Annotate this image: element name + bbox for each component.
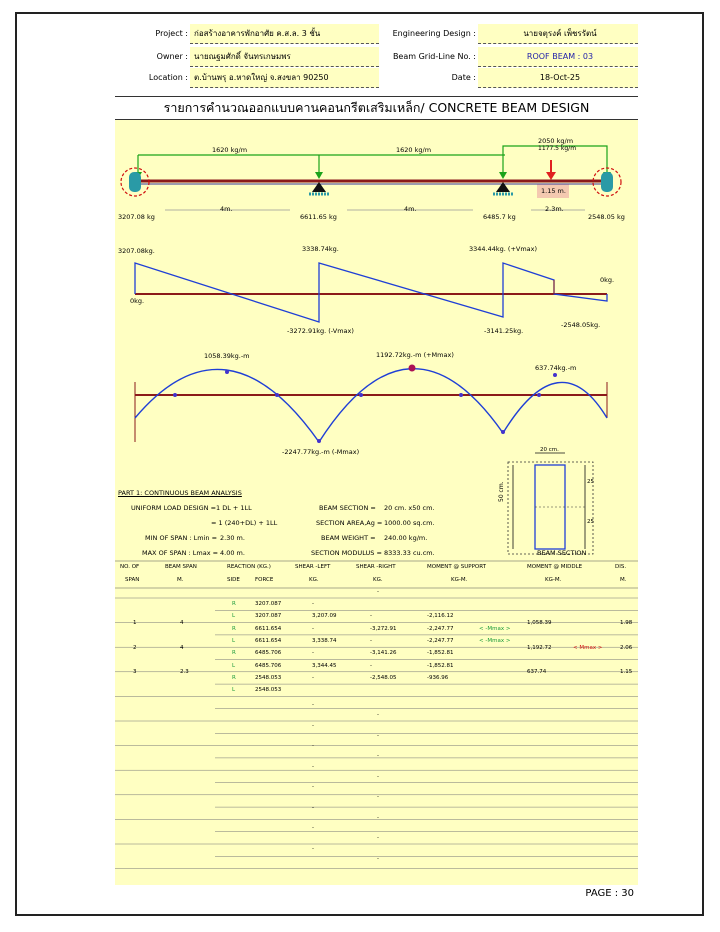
load-w3b: 1177.5 kg/m: [538, 145, 577, 152]
span-0-mid: 1,058.39: [527, 620, 552, 626]
row-6-sr: -2,548.05: [370, 674, 397, 681]
th-moment-middle: MOMENT @ MIDDLE: [527, 564, 583, 570]
load-arrowheads: [134, 172, 611, 179]
point-position: 1.15 m.: [541, 187, 566, 195]
grid-value: ROOF BEAM : 03: [478, 47, 638, 67]
th2-kgm1: KG-M.: [451, 577, 468, 583]
th2-kgm2: KG-M.: [545, 577, 562, 583]
reaction-2: 6611.65 kg: [300, 213, 337, 221]
row-3-sl: 3,338.74: [312, 637, 337, 644]
mmax-point: [409, 365, 416, 372]
span-0-len: 4: [180, 620, 184, 626]
row-7-side: L: [232, 687, 236, 694]
span-2-no: 3: [133, 669, 137, 676]
empty-row-2-sl: -: [312, 743, 314, 749]
owner-value: นายณฐมศักดิ์ จันทรเกษมพร: [190, 47, 379, 67]
shear-n2: -3141.25kg.: [484, 327, 524, 335]
row-0-side: R: [232, 601, 236, 607]
shear-zero-left: 0kg.: [130, 297, 145, 305]
part1-load-v2: = 1 (240+DL) + 1LL: [211, 519, 278, 527]
empty-row-4-sr: -: [377, 794, 379, 800]
part1-max-label: MAX OF SPAN : Lmax =: [142, 549, 219, 557]
shear-n3: -2548.05kg.: [561, 321, 601, 329]
moment-points: [173, 370, 557, 443]
shear-zero-right: 0kg.: [600, 276, 615, 284]
load-w3: 2050 kg/m: [538, 137, 574, 145]
span-3: 2.3m.: [545, 205, 564, 213]
row-6-ms: -936.96: [427, 674, 449, 681]
empty-row-3-sr: -: [377, 773, 379, 780]
diagram-panel: [115, 120, 638, 560]
th-moment-support: MOMENT @ SUPPORT: [427, 564, 487, 570]
row-6-side: R: [232, 674, 236, 681]
th2-force: FORCE: [255, 577, 274, 583]
span-2-len: 2.3: [180, 669, 189, 676]
section-width: 20 cm.: [540, 447, 559, 453]
row-6-sl: -: [312, 674, 314, 681]
th2-kg2: KG.: [373, 577, 383, 583]
row-4-force: 6485.706: [255, 650, 282, 657]
row-2-tag: < -Mmax >: [479, 625, 511, 632]
part1-weight-value: 240.00 kg/m.: [384, 534, 428, 542]
span-1-len: 4: [180, 644, 184, 651]
moment-diagram: [135, 369, 607, 442]
date-value: 18-Oct-25: [478, 68, 638, 88]
empty-row-1-sr: -: [377, 732, 379, 739]
shear-n1: -3272.91kg. (-Vmax): [287, 327, 354, 335]
moment-m2: 1192.72kg.-m (+Mmax): [376, 351, 454, 359]
section-d1: 25: [587, 479, 594, 485]
part1-modulus-value: 8333.33 cu.cm.: [384, 549, 435, 557]
moment-end-lines: [135, 382, 607, 442]
shear-v2: 3344.44kg. (+Vmax): [469, 245, 538, 253]
th-dis: DIS.: [615, 564, 627, 570]
row-2-force: 6611.654: [255, 625, 282, 632]
page-title: รายการคำนวณออกแบบคานคอนกรีตเสริมเหล็ก/ CONCRETE BEAM DESIGN: [115, 96, 638, 120]
part1-area-value: 1000.00 sq.cm.: [384, 519, 435, 527]
shear-v1: 3338.74kg.: [302, 245, 339, 253]
row-3-tag: < -Mmax >: [479, 637, 511, 644]
span-2: 4m.: [404, 205, 417, 213]
row-1-sr: -: [370, 613, 372, 620]
empty-row-2-sr: -: [377, 753, 379, 759]
row-4-sl: -: [312, 650, 314, 657]
span-1-mmax: < Mmax >: [573, 644, 603, 651]
location-label: Location :: [148, 73, 188, 82]
owner-label: Owner :: [156, 52, 188, 61]
span-1-dis: 2.06: [620, 644, 633, 651]
row-1-ms: -2,116.12: [427, 613, 454, 620]
row-0-sl: -: [312, 601, 314, 607]
th2-side: SIDE: [227, 577, 240, 583]
row-5-force: 6485.706: [255, 662, 282, 669]
empty-row-5-sl: -: [312, 804, 314, 811]
span-2-mid: 637.74: [527, 669, 547, 676]
row-1-sl: 3,207.09: [312, 613, 337, 620]
arrowhead-2: [315, 172, 323, 179]
moment-n1: -2247.77kg.-m (-Mmax): [282, 448, 360, 456]
engineer-value: นายจตุรงค์ เพ็ชรรัตน์: [478, 24, 638, 44]
project-value: ก่อสร้างอาคารพักอาศัย ค.ส.ล. 3 ชั้น: [190, 24, 379, 44]
row-7-force: 2548.053: [255, 687, 282, 694]
span-1-mid: 1,192.72: [527, 644, 552, 651]
part1-sec-label: BEAM SECTION =: [319, 504, 376, 512]
part1-weight-label: BEAM WEIGHT =: [321, 534, 376, 542]
part1-min-label: MIN OF SPAN : Lmin =: [145, 534, 218, 542]
section-d2: 25: [587, 519, 594, 525]
shear-diagram: [135, 263, 607, 322]
reaction-1: 3207.08 kg: [118, 213, 155, 221]
part1-area-label: SECTION AREA,Ag =: [316, 519, 383, 527]
th-shear-left: SHEAR -LEFT: [295, 564, 331, 570]
span-1-no: 2: [133, 644, 137, 651]
row-2-ms: -2,247.77: [427, 625, 454, 632]
row-4-side: R: [232, 650, 236, 657]
row-4-sr: -3,141.26: [370, 650, 397, 657]
row-5-ms: -1,852.81: [427, 662, 454, 669]
load-w1: 1620 kg/m: [212, 146, 248, 154]
beam-section: [508, 453, 593, 554]
row-3-sr: -: [370, 637, 372, 644]
section-caption: BEAM SECTION: [537, 549, 587, 557]
moment-m3: 637.74kg.-m: [535, 364, 577, 372]
part1-min-value: 2.30 m.: [220, 534, 245, 542]
engineer-label: Engineering Design :: [392, 29, 476, 38]
row-2-side: R: [232, 625, 236, 632]
empty-row-1-sl: -: [312, 722, 314, 729]
th-shear-right: SHEAR -RIGHT: [356, 564, 396, 570]
reaction-3: 6485.7 kg: [483, 213, 516, 221]
moment-m1: 1058.39kg.-m: [204, 352, 250, 360]
th-span: BEAM SPAN: [165, 564, 197, 570]
th-no: NO. OF: [120, 564, 140, 570]
arrowhead-3: [499, 172, 507, 179]
row-3-ms: -2,247.77: [427, 637, 454, 644]
empty-row-5-sr: -: [377, 814, 379, 821]
th2-m2: M.: [620, 577, 627, 583]
load-w2: 1620 kg/m: [396, 146, 432, 154]
th-reaction: REACTION (KG.): [227, 564, 271, 570]
row-1-side: L: [232, 613, 236, 620]
part1-heading: PART 1: CONTINUOUS BEAM ANALYSIS: [118, 489, 242, 497]
load-lines: [138, 146, 607, 175]
empty-row-4-sl: -: [312, 784, 314, 790]
empty-row-3-sl: -: [312, 763, 314, 770]
section-height: 50 cm.: [498, 481, 505, 502]
results-table: [115, 560, 638, 885]
empty-row-7-sr: -: [377, 855, 379, 862]
reaction-4: 2548.05 kg: [588, 213, 625, 221]
row-2-sl: -: [312, 625, 314, 632]
location-value: ต.บ้านพรุ อ.หาดใหญ่ จ.สงขลา 90250: [190, 68, 379, 88]
row-6-force: 2548.053: [255, 674, 282, 681]
page-number: PAGE : 30: [585, 888, 634, 899]
empty-row-7-sl: -: [312, 845, 314, 852]
empty-row-6-sr: -: [377, 835, 379, 841]
th2-m: M.: [177, 577, 184, 583]
th2-span: SPAN: [125, 577, 140, 583]
row-5-sr: -: [370, 662, 372, 669]
span-0-no: 1: [133, 620, 137, 626]
row-5-side: L: [232, 662, 236, 669]
span-0-dis: 1.98: [620, 620, 633, 626]
row-1-force: 3207.087: [255, 613, 282, 620]
point-load-arrow: [546, 160, 556, 180]
part1-sec-value: 20 cm. x50 cm.: [384, 504, 435, 512]
span-1: 4m.: [220, 205, 233, 213]
empty-row-0-sr: -: [377, 712, 379, 718]
span-2-dis: 1.15: [620, 669, 633, 676]
part1-load-label: UNIFORM LOAD DESIGN =: [131, 504, 217, 512]
part1-load-v1: 1 DL + 1LL: [216, 504, 252, 512]
row-3-force: 6611.654: [255, 637, 282, 644]
row-3-side: L: [232, 637, 236, 644]
empty-row-6-sl: -: [312, 825, 314, 831]
part1-max-value: 4.00 m.: [220, 549, 245, 557]
row-0-force: 3207.087: [255, 601, 282, 607]
grid-label: Beam Grid-Line No. :: [392, 52, 476, 61]
part1-modulus-label: SECTION MODULUS =: [311, 549, 382, 557]
row-4-ms: -1,852.81: [427, 650, 454, 657]
row-2-sr: -3,272.91: [370, 625, 397, 632]
shear-v0: 3207.08kg.: [118, 247, 155, 255]
project-label: Project :: [155, 29, 188, 38]
empty-row-0-sl: -: [312, 702, 314, 708]
date-label: Date :: [451, 73, 476, 82]
row-dash: -: [377, 589, 379, 595]
th2-kg1: KG.: [309, 577, 319, 583]
row-5-sl: 3,344.45: [312, 662, 337, 669]
